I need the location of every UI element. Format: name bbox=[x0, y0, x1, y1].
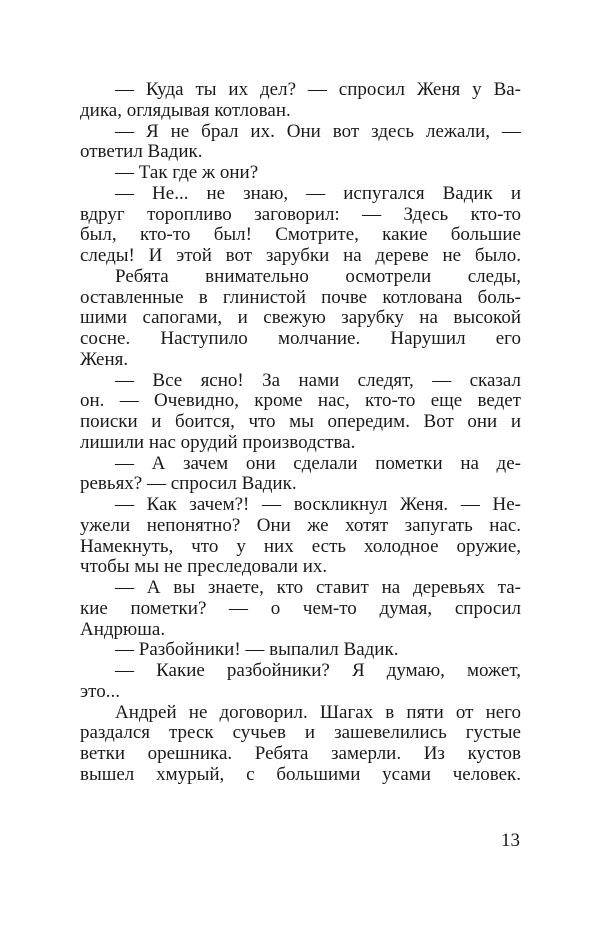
text-line: — А зачем они сделали пометки на де- bbox=[115, 452, 521, 474]
text-line: ужели непонятно? Они же хотят запугать нас. bbox=[80, 514, 521, 536]
text-line: — Разбойники! — выпалил Вадик. bbox=[115, 639, 399, 661]
text-line: дика, оглядывая котлован. bbox=[80, 99, 291, 121]
text-line: — Как зачем?! — воскликнул Женя. — Не- bbox=[115, 494, 521, 515]
text-line: следы! И этой вот зарубки на дереве не было. bbox=[80, 245, 521, 266]
text-line: вдруг торопливо заговорил: — Здесь кто-то bbox=[80, 203, 521, 225]
text-line: Андрей не договорил. Шагах в пяти от него bbox=[115, 701, 521, 723]
text-line: — Куда ты их дел? — спросил Женя у Ва- bbox=[115, 79, 521, 100]
text-line: — Не... не знаю, — испугался Вадик и bbox=[115, 182, 521, 204]
text-line: шими сапогами, и свежую зарубку на высокой bbox=[80, 307, 521, 329]
text-line: Женя. bbox=[80, 348, 129, 370]
text-line: — А вы знаете, кто ставит на деревьях та- bbox=[115, 577, 521, 598]
text-line: поиски и боится, что мы опередим. Вот они и bbox=[80, 411, 521, 432]
text-line: сосне. Наступило молчание. Нарушил его bbox=[80, 328, 521, 349]
text-line: чтобы мы не преследовали их. bbox=[80, 556, 328, 578]
book-page-text bbox=[80, 80, 521, 786]
text-line: оставленные в глинистой почве котлована боль- bbox=[80, 286, 521, 308]
text-line: лишили нас орудий производства. bbox=[80, 431, 356, 453]
text-line: вышел хмурый, с большими усами человек. bbox=[80, 763, 521, 785]
text-line: ревьях? — спросил Вадик. bbox=[80, 473, 297, 495]
text-line: кие пометки? — о чем-то думая, спросил bbox=[80, 597, 521, 619]
text-line: — Я не брал их. Они вот здесь лежали, — bbox=[115, 120, 521, 142]
text-line: он. — Очевидно, кроме нас, кто-то еще ведет bbox=[80, 390, 521, 412]
page-number: 13 bbox=[501, 830, 520, 851]
text-line: Андрюша. bbox=[80, 618, 166, 640]
text-line: ветки орешника. Ребята замерли. Из кустов bbox=[80, 743, 521, 764]
text-line: Намекнуть, что у них есть холодное оружие, bbox=[80, 535, 521, 557]
text-line: был, кто-то был! Смотрите, какие большие bbox=[80, 224, 521, 246]
text-line: это... bbox=[80, 680, 120, 702]
text-line: — Какие разбойники? Я думаю, может, bbox=[115, 660, 521, 681]
text-line: ответил Вадик. bbox=[80, 141, 203, 163]
text-line: — Все ясно! За нами следят, — сказал bbox=[115, 369, 521, 391]
text-line: Ребята внимательно осмотрели следы, bbox=[115, 265, 521, 287]
text-line: — Так где ж они? bbox=[115, 162, 259, 183]
text-line: раздался треск сучьев и зашевелились густые bbox=[80, 722, 521, 744]
